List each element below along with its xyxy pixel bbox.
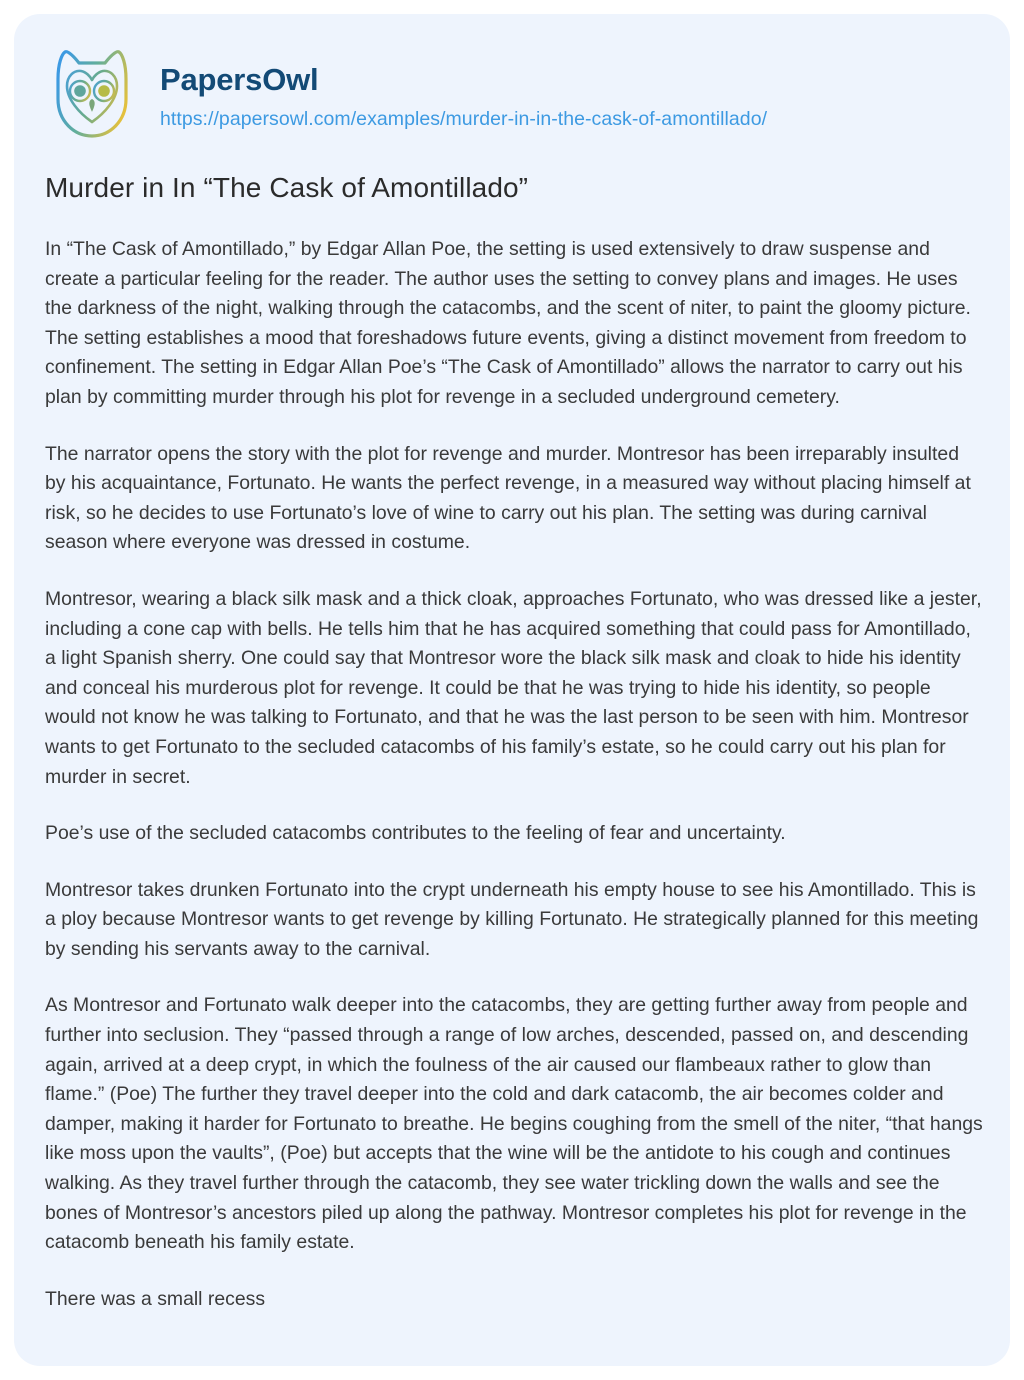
article-paragraph: Montresor, wearing a black silk mask and a thick cloak, approaches Fortunato, who was dressed like a jester, including a cone cap with bells. He tells him that he has acquired something that could pass for Amontillado, a light Spanish sherry. One could say that Montresor wore the black silk mask and cloak to hide his identity and conceal his murderous plot for revenge. It could be that he was trying to hide his identity, so people would not know he was talking to Fortunato, and that he was the last person to be seen with him. Montresor wants to get Fortunato to the secluded catacombs of his family’s estate, so he could carry out his plan for murder in secret. (45, 587, 982, 788)
brand-block (160, 60, 767, 132)
article-body (45, 235, 983, 1314)
article-paragraph: Poe’s use of the secluded catacombs contributes to the feeling of fear and uncertainty. (45, 822, 786, 845)
brand-name: PapersOwl (160, 62, 319, 97)
site-header (14, 14, 1010, 154)
article-paragraph: In “The Cask of Amontillado,” by Edgar Allan Poe, the setting is used extensively to draw suspense and create a particular feeling for the reader. The author uses the setting to convey plans and images. He uses the darkness of the night, walking through the catacombs, and the scent of niter, to paint the gloomy picture. The setting establishes a mood that foreshadows future events, giving a distinct movement from freedom to confinement. The setting in Edgar Allan Poe’s “The Cask of Amontillado” allows the narrator to carry out his plan by committing murder through his plot for revenge in a secluded underground cemetery. (45, 238, 971, 408)
source-url-link[interactable]: https://papersowl.com/examples/murder-in-in-the-cask-of-amontillado/ (160, 108, 768, 130)
essay-page (14, 14, 1010, 1366)
page-title: Murder in In “The Cask of Amontillado” (45, 172, 529, 203)
article-paragraph: The narrator opens the story with the plot for revenge and murder. Montresor has been irreparably insulted by his acquaintance, Fortunato. He wants the perfect revenge, in a measured way without placing himself at risk, so he decides to use Fortunato’s love of wine to carry out his plan. The setting was during carnival season where everyone was dressed in costume. (45, 442, 971, 554)
article-paragraph: As Montresor and Fortunato walk deeper into the catacombs, they are getting further away from people and further into seclusion. They “passed through a range of low arches, descended, passed on, and descending again, arrived at a deep crypt, in which the foulness of the air caused our flambeaux rather to glow than flame.” (Poe) The further they travel deeper into the cold and dark catacomb, the air becomes colder and damper, making it harder for Fortunato to breathe. He begins coughing from the smell of the niter, “that hangs like moss upon the vaults”, (Poe) but accepts that the wine will be the antidote to his cough and continues walking. As they travel further through the catacomb, they see water trickling down the walls and see the bones of Montresor’s ancestors piled up along the pathway. Montresor completes his plot for revenge in the catacomb beneath his family estate. (45, 994, 983, 1254)
article-paragraph: Montresor takes drunken Fortunato into the crypt underneath his empty house to see his Amontillado. This is a ploy because Montresor wants to get revenge by killing Fortunato. He strategically planned for this meeting by sending his servants away to the carnival. (45, 878, 979, 960)
owl-logo-icon (45, 41, 139, 141)
article-paragraph: There was a small recess (45, 1287, 266, 1310)
article (45, 169, 983, 1314)
